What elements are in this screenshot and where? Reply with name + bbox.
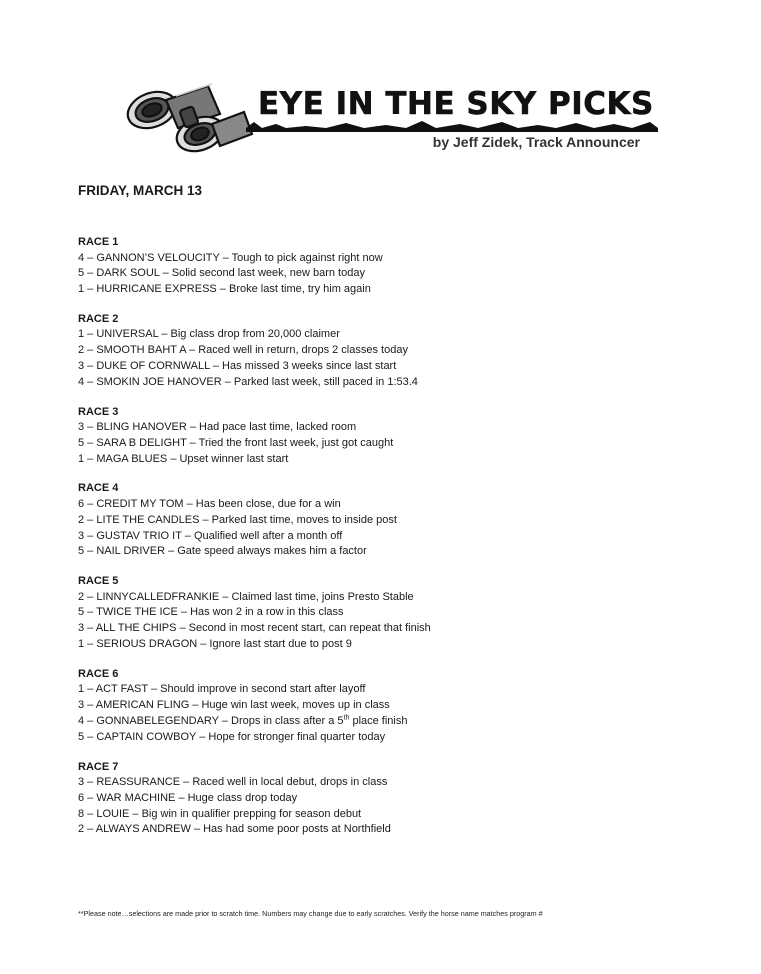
race-list bbox=[78, 235, 718, 852]
pick-line: 3 – REASSURANCE – Raced well in local debut, drops in class bbox=[78, 776, 388, 789]
pick-line: 3 – GUSTAV TRIO IT – Qualified well after a month off bbox=[78, 529, 343, 542]
race-block bbox=[78, 235, 718, 298]
pick-line: 1 – SERIOUS DRAGON – Ignore last start due to post 9 bbox=[78, 638, 352, 651]
byline: by Jeff Zidek, Track Announcer bbox=[432, 134, 640, 150]
pick-line bbox=[78, 714, 718, 730]
race-date: FRIDAY, MARCH 13 bbox=[78, 183, 203, 198]
header bbox=[110, 70, 670, 165]
pick-line: 4 – SMOKIN JOE HANOVER – Parked last week, still paced in 1:53.4 bbox=[78, 375, 418, 388]
pick-line: 3 – ALL THE CHIPS – Second in most recent start, can repeat that finish bbox=[78, 622, 431, 635]
race-title: RACE 6 bbox=[78, 667, 119, 680]
pick-line: 3 – DUKE OF CORNWALL – Has missed 3 weeks since last start bbox=[78, 359, 397, 372]
pick-line: 2 – LITE THE CANDLES – Parked last time, moves to inside post bbox=[78, 513, 397, 526]
pick-text: 4 – GONNABELEGENDARY – Drops in class after a 5 bbox=[78, 714, 344, 727]
pick-line: 2 – SMOOTH BAHT A – Raced well in return, drops 2 classes today bbox=[78, 344, 408, 357]
pick-line: 5 – TWICE THE ICE – Has won 2 in a row in this class bbox=[78, 606, 344, 619]
logo-title: EYE IN THE SKY PICKS bbox=[258, 86, 654, 122]
pick-line: 5 – NAIL DRIVER – Gate speed always makes him a factor bbox=[78, 545, 367, 558]
pick-text-tail: place finish bbox=[349, 714, 408, 727]
race-title: RACE 3 bbox=[78, 405, 119, 418]
footnote: **Please note…selections are made prior to scratch time. Numbers may change due to early scratches. Verify the horse name matches program # bbox=[78, 909, 543, 918]
pick-line: 4 – GANNON’S VELOUCITY – Tough to pick against right now bbox=[78, 251, 383, 264]
pick-line: 1 – HURRICANE EXPRESS – Broke last time, try him again bbox=[78, 283, 371, 296]
pick-line: 5 – SARA B DELIGHT – Tried the front last week, just got caught bbox=[78, 436, 394, 449]
race-block bbox=[78, 405, 718, 468]
race-title: RACE 2 bbox=[78, 312, 119, 325]
pick-line: 5 – DARK SOUL – Solid second last week, new barn today bbox=[78, 267, 365, 280]
pick-line: 3 – BLING HANOVER – Had pace last time, lacked room bbox=[78, 421, 357, 434]
race-title: RACE 7 bbox=[78, 760, 119, 773]
race-block bbox=[78, 312, 718, 391]
pick-line: 6 – CREDIT MY TOM – Has been close, due for a win bbox=[78, 497, 341, 510]
race-block bbox=[78, 667, 718, 746]
pick-line: 2 – ALWAYS ANDREW – Has had some poor posts at Northfield bbox=[78, 823, 391, 836]
binoculars-icon bbox=[116, 74, 256, 164]
skyline-graphic bbox=[246, 112, 658, 132]
ordinal-suffix: th bbox=[343, 714, 350, 722]
pick-line: 2 – LINNYCALLEDFRANKIE – Claimed last time, joins Presto Stable bbox=[78, 590, 414, 603]
race-title: RACE 4 bbox=[78, 482, 119, 495]
race-block bbox=[78, 481, 718, 560]
pick-line: 8 – LOUIE – Big win in qualifier prepping for season debut bbox=[78, 807, 362, 820]
pick-line: 5 – CAPTAIN COWBOY – Hope for stronger final quarter today bbox=[78, 730, 386, 743]
pick-line: 6 – WAR MACHINE – Huge class drop today bbox=[78, 791, 298, 804]
pick-line: 1 – UNIVERSAL – Big class drop from 20,000 claimer bbox=[78, 328, 340, 341]
pick-line: 1 – MAGA BLUES – Upset winner last start bbox=[78, 452, 289, 465]
race-block bbox=[78, 760, 718, 839]
pick-line: 1 – ACT FAST – Should improve in second start after layoff bbox=[78, 683, 366, 696]
pick-line: 3 – AMERICAN FLING – Huge win last week, moves up in class bbox=[78, 699, 390, 712]
race-title: RACE 1 bbox=[78, 236, 119, 248]
race-block bbox=[78, 574, 718, 653]
race-title: RACE 5 bbox=[78, 575, 119, 588]
